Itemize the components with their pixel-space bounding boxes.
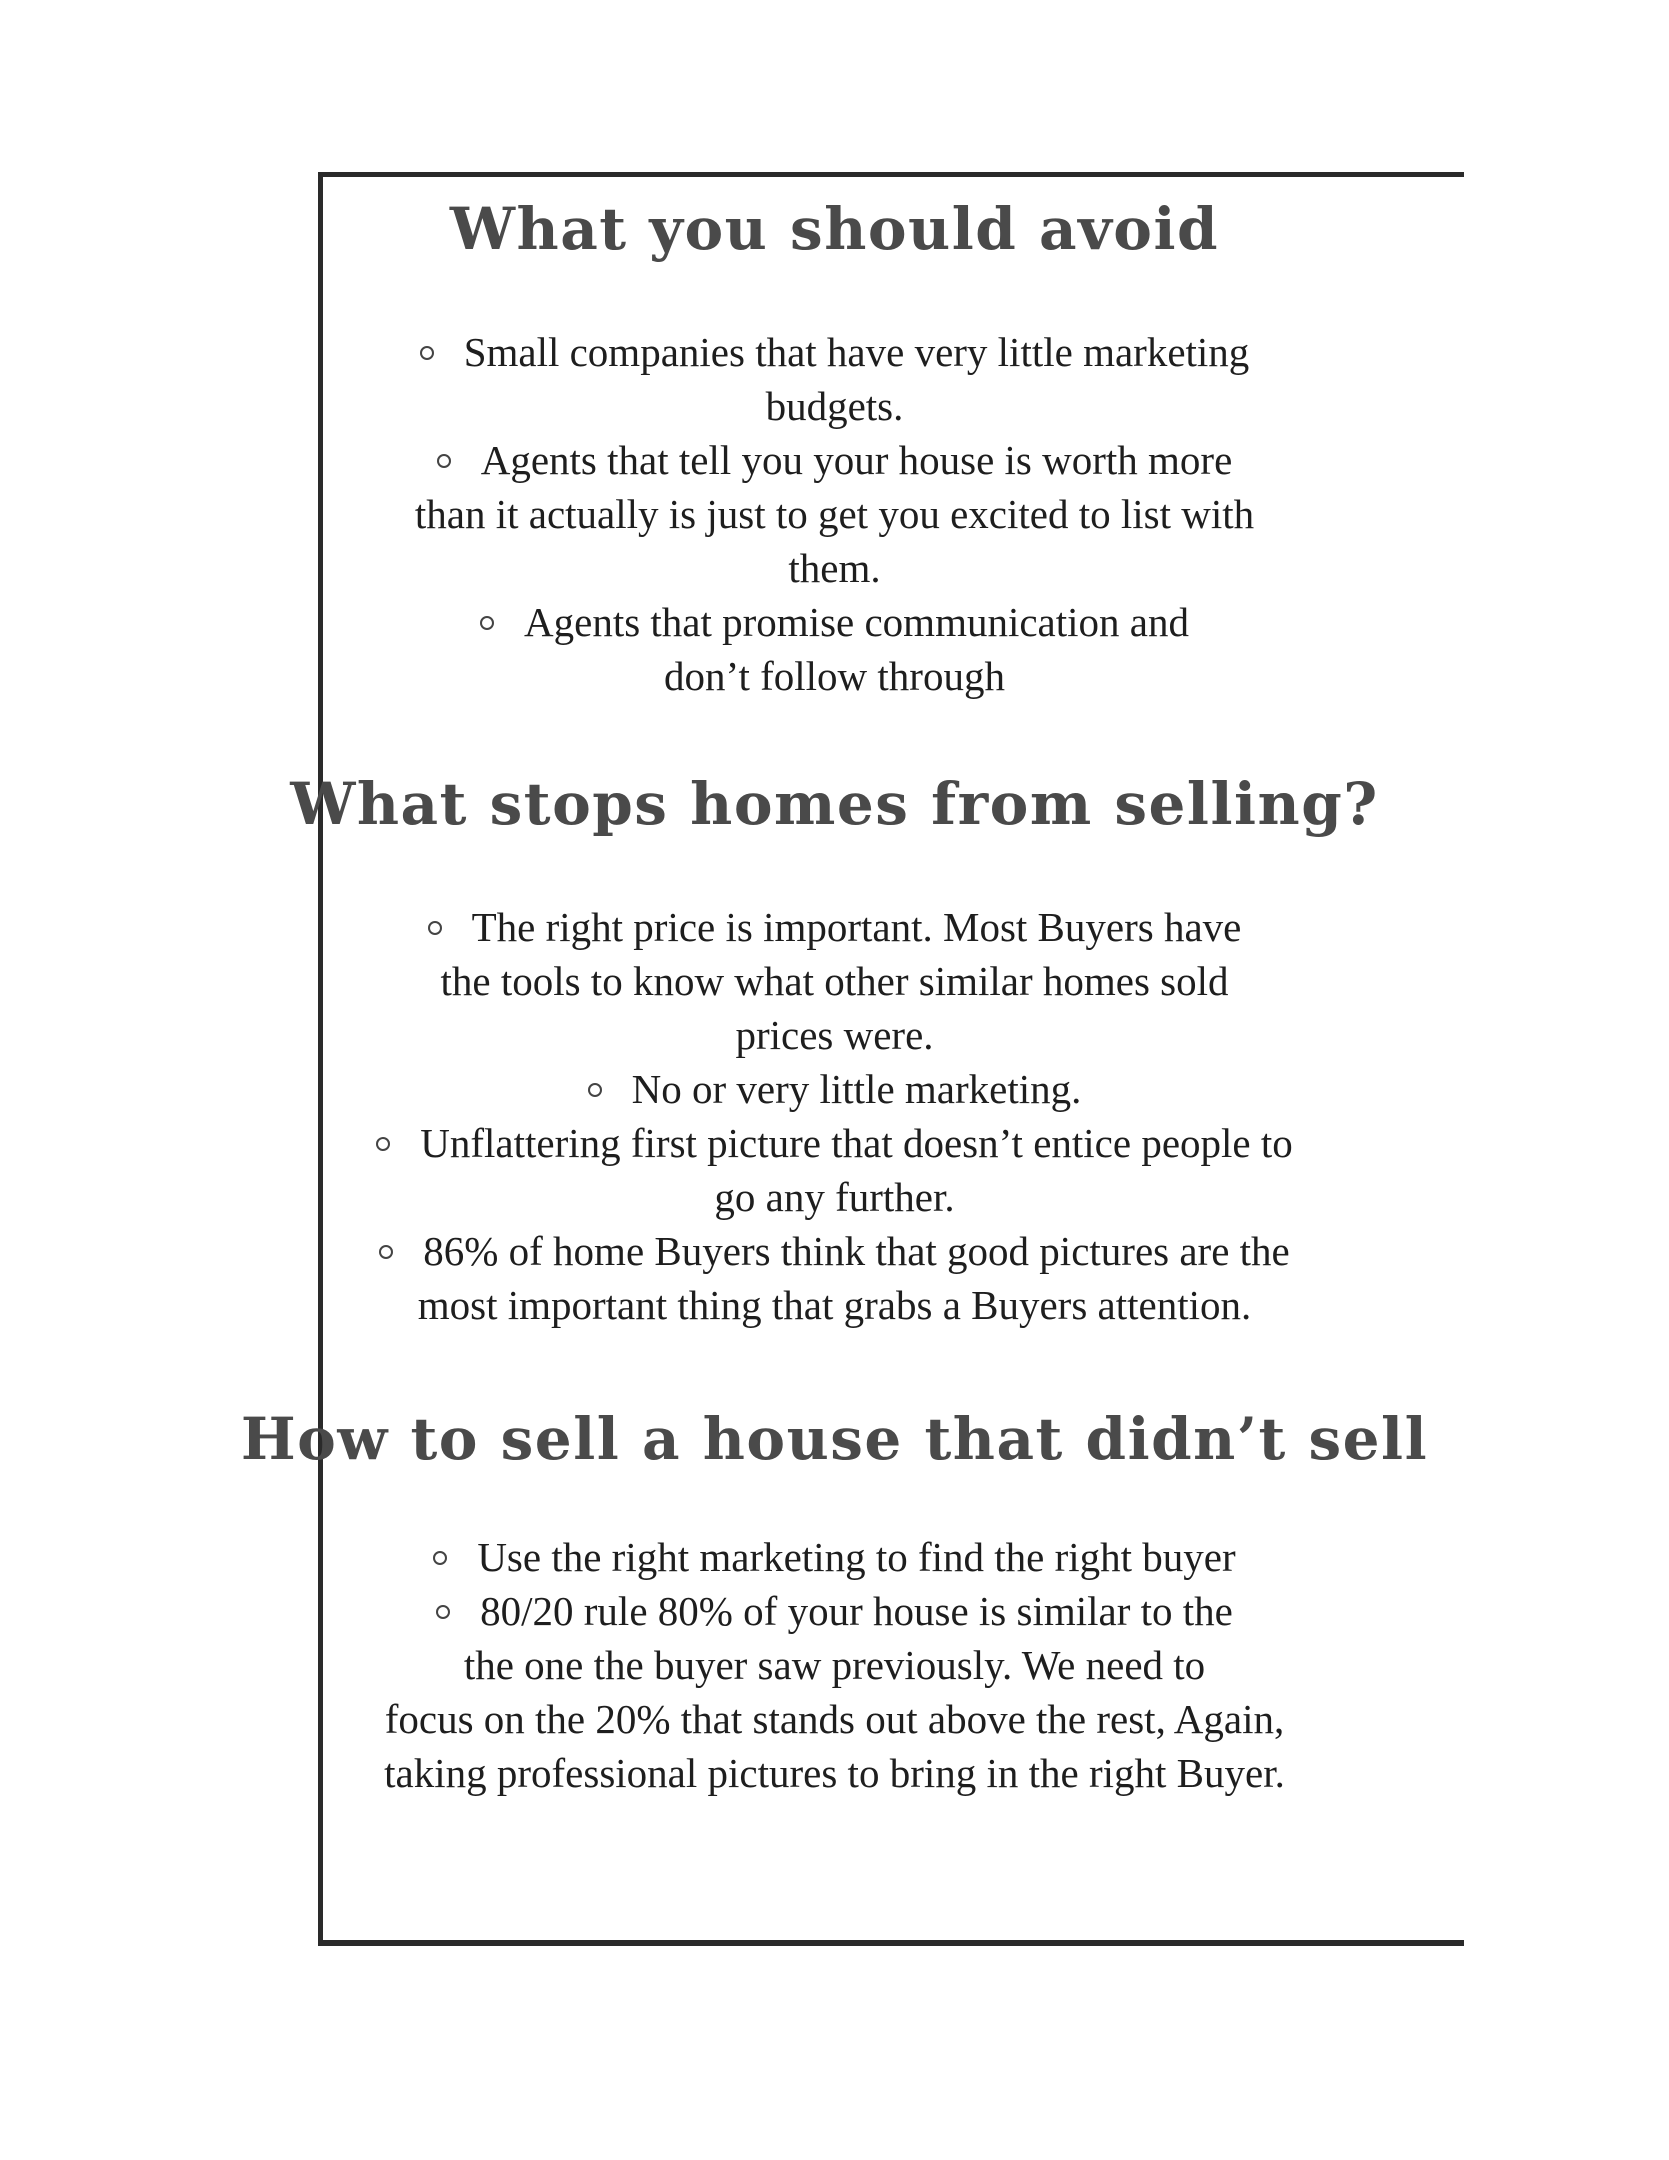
section-heading-stops: What stops homes from selling? [290,770,1379,838]
section-heading-avoid: What you should avoid [449,195,1220,263]
bullet-icon [433,1551,447,1565]
bullet-icon [436,1605,450,1619]
list-item: Agents that tell you your house is worth more than it actually is just to get you excited to list with them. [414,437,1255,591]
bullet-icon [480,616,494,630]
avoid-list [0,325,1669,703]
list-item: Use the right marketing to find the right buyer [0,1530,1669,1584]
stops-list [0,900,1669,1332]
bullet-icon [588,1083,602,1097]
list-item: Unflattering first picture that doesn’t entice people to go any further. [0,1116,1669,1224]
list-item: No or very little marketing. [0,1062,1669,1116]
bullet-icon [428,921,442,935]
list-item: 86% of home Buyers think that good pictures are the most important thing that grabs a Buyers attention. [0,1224,1669,1332]
section-heading-resell: How to sell a house that didn’t sell [240,1405,1429,1473]
bullet-icon [420,346,434,360]
bullet-icon [437,454,451,468]
bullet-icon [376,1137,390,1151]
bullet-icon [379,1245,393,1259]
list-item: The right price is important. Most Buyers have the tools to know what other similar homes sold prices were. [0,900,1669,1062]
list-item: Small companies that have very little marketing budgets. [0,325,1669,433]
list-item: 80/20 rule 80% of your house is similar to the the one the buyer saw previously. We need to focus on the 20% that stands out above the rest, Again, taking professional pictures to bring in the right Buyer. [384,1588,1285,1796]
list-item: Agents that promise communication and don’t follow through [0,595,1669,703]
resell-list [0,1530,1669,1800]
